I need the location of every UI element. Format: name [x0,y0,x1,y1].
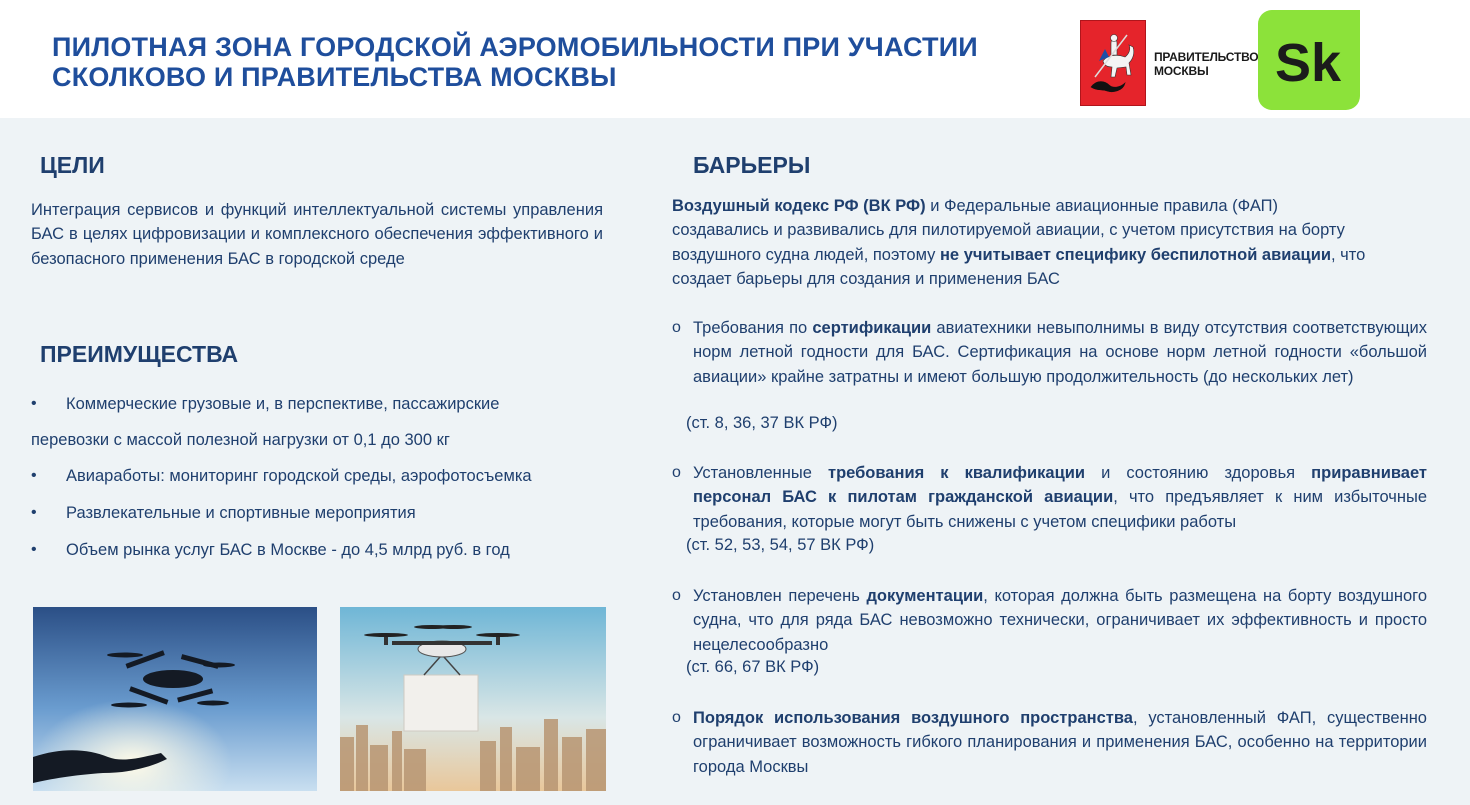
goals-text: Интеграция сервисов и функций интеллектуальной системы управления БАС в целях цифровизации и комплексного обеспечения эффективного и безопасного применения БАС в городской среде [31,201,603,268]
barrier-text [693,316,1427,389]
barrier-item-certification [672,316,1427,389]
barrier-reference: (ст. 52, 53, 54, 57 ВК РФ) [686,536,875,554]
advantage-item: Коммерческие грузовые и, в перспективе, пассажирские [66,395,500,413]
barrier-item-qualification [672,461,1427,534]
advantages-heading: ПРЕИМУЩЕСТВА [40,341,239,367]
advantage-item: Авиаработы: мониторинг городской среды, аэрофотосъемка [66,467,532,485]
barrier-text [693,584,1427,657]
skolkovo-logo-text: Sk [1274,33,1342,93]
barrier-keyword: Порядок использования воздушного пространства [693,709,1133,727]
intro-emphasis: не учитывает специфику беспилотной авиации [939,245,1331,264]
content-area [0,118,1470,805]
circle-marker: o [672,709,681,726]
barrier-reference: (ст. 66, 67 ВК РФ) [686,658,820,676]
page-title-line2: СКОЛКОВО И ПРАВИТЕЛЬСТВА МОСКВЫ [52,62,617,92]
barrier-keyword: требования к квалификации [827,464,1086,482]
circle-marker: o [672,464,681,481]
barrier-text-part: авиатехники невыполнимы в виду отсутствия соответствующих норм летной годности для БАС. Сертификация на основе норм летной годности «большой авиации» крайне затратны и имеют большую продолжительность (до нескольких лет) [693,319,1427,386]
page-title-line1: ПИЛОТНАЯ ЗОНА ГОРОДСКОЙ АЭРОМОБИЛЬНОСТИ ПРИ УЧАСТИИ [52,32,978,62]
moscow-label-line2: МОСКВЫ [1154,64,1209,78]
drone-sky-photo [33,607,317,791]
circle-marker: o [672,319,681,336]
advantage-item: Развлекательные и спортивные мероприятия [66,504,416,522]
page-title [52,32,978,92]
moscow-government-label [1154,50,1258,78]
barrier-keyword: приравнивает персонал БАС к пилотам гражданской авиации [693,464,1427,507]
barriers-heading: БАРЬЕРЫ [693,152,811,178]
bullet-marker: • [31,467,37,484]
barrier-text-part: , установленный ФАП, существенно ограничивает возможность гибкого планирования и применения БАС, особенно на территории города Москвы [693,709,1427,776]
delivery-drone-photo [340,607,606,791]
goals-heading: ЦЕЛИ [40,152,105,178]
barrier-item-airspace [672,706,1427,779]
barrier-keyword: сертификации [812,319,932,337]
advantage-item: Объем рынка услуг БАС в Москве - до 4,5 млрд руб. в год [66,541,510,559]
barrier-keyword: документации [866,587,984,605]
air-code-label: Воздушный кодекс РФ (ВК РФ) [672,197,926,215]
barrier-text-part: Установлен перечень [693,587,867,605]
bullet-marker: • [31,504,37,521]
barrier-item-documentation [672,584,1427,657]
barriers-intro [672,194,1372,292]
barrier-text-part: , которая должна быть размещена на борту воздушного судна, что для ряда БАС невозможно технически, ограничивает их эффективность и просто нецелесообразно [693,587,1427,654]
bullet-marker: • [31,395,37,412]
barrier-text-part: , что предъявляет к ним избыточные требования, которые могут быть снижены с учетом специфики работы [693,488,1427,531]
bullet-marker: • [31,541,37,558]
logos [1078,10,1368,110]
intro-text-1: и Федеральные авиационные правила (ФАП) создавались и развивались для пилотируемой авиации, с учетом присутствия на борту воздушного судна людей, поэтому [672,197,1345,264]
advantage-item-continued: перевозки с массой полезной нагрузки от 0,1 до 300 кг [31,431,450,449]
moscow-label-line1: ПРАВИТЕЛЬСТВО [1154,50,1259,64]
intro-text-2: , что создает барьеры для создания и применения БАС [672,245,1366,289]
barrier-text-part: Установленные [693,464,828,482]
moscow-crest-logo [1080,20,1146,106]
header-bar [0,0,1470,118]
barrier-text [693,461,1427,534]
skolkovo-logo [1258,10,1360,110]
circle-marker: o [672,587,681,604]
barrier-text [693,706,1427,779]
barrier-text-part: Требования по [693,319,813,337]
barrier-reference: (ст. 8, 36, 37 ВК РФ) [686,414,838,432]
barrier-text-part: и состоянию здоровья [1085,464,1312,482]
